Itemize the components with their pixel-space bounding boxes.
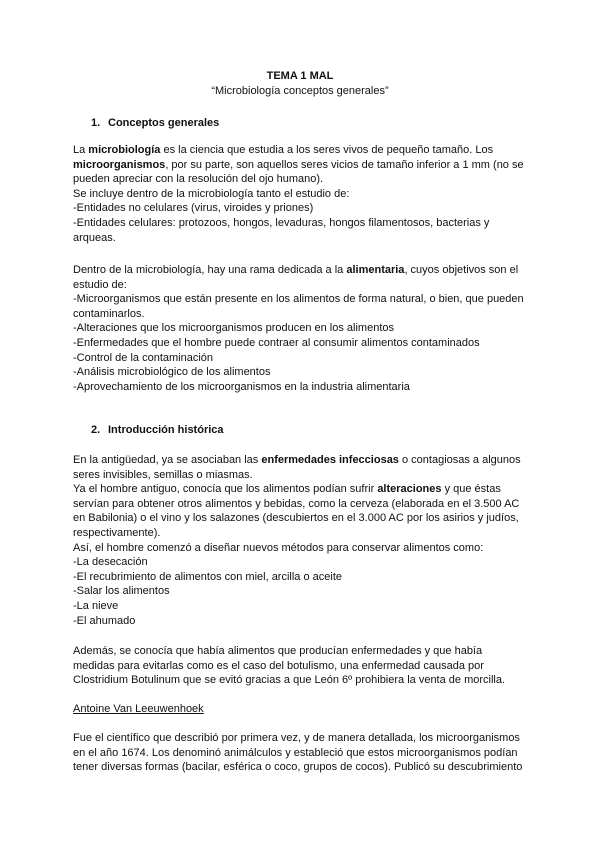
text-line: Además, se conocía que había alimentos que producían enfermedades y que había xyxy=(73,645,483,657)
list-item: -Control de la contaminación xyxy=(73,351,214,364)
bold-term: microorganismos xyxy=(73,158,166,171)
section-heading-2 xyxy=(91,424,224,436)
list-item: -La nieve xyxy=(73,599,119,612)
text-line: pueden apreciar con la resolución del ojo humano). xyxy=(73,173,324,186)
document-subtitle: “Microbiología conceptos generales” xyxy=(211,85,389,97)
list-item: -Alteraciones que los microorganismos producen en los alimentos xyxy=(73,322,394,335)
list-item: -Enfermedades que el hombre puede contraer al consumir alimentos contaminados xyxy=(73,336,480,349)
section-number: 1. xyxy=(91,117,101,129)
list-item: -Entidades no celulares (virus, viroides y priones) xyxy=(73,202,314,215)
list-item: -Aprovechamiento de los microorganismos en la industria alimentaria xyxy=(73,380,410,393)
text-line: tener diversas formas (bacilar, esférica o coco, grupos de cocos). Publicó su descubrimiento xyxy=(73,761,523,774)
text-line: respectivamente). xyxy=(73,526,161,539)
subheading-antoine-van-leeuwenhoek: Antoine Van Leeuwenhoek xyxy=(73,703,204,715)
paragraph xyxy=(73,263,533,394)
text-line: Fue el científico que describió por primera vez, y de manera detallada, los microorganismos xyxy=(73,732,520,744)
text-line: En la antigüedad, ya se asociaban las enfermedades infecciosas o contagiosas a algunos xyxy=(73,454,521,466)
subheading-block xyxy=(73,702,533,717)
document-title: TEMA 1 MAL xyxy=(266,70,334,82)
text-line: Ya el hombre antiguo, conocía que los alimentos podían sufrir alteraciones y que éstas xyxy=(73,483,501,496)
text-line: arqueas. xyxy=(73,231,116,244)
list-item: -Salar los alimentos xyxy=(73,585,170,598)
bold-term: microbiología xyxy=(88,144,161,156)
text-line: servían para obtener otros alimentos y bebidas, como la cerveza (elaborada en el 3.500 AC xyxy=(73,497,520,510)
text-line: seres invisibles, semillas o miasmas. xyxy=(73,468,253,481)
bold-term: enfermedades infecciosas xyxy=(261,454,399,466)
list-item: -Análisis microbiológico de los alimentos xyxy=(73,366,271,379)
section-title: Conceptos generales xyxy=(108,117,220,129)
text-line: estudio de: xyxy=(73,278,127,291)
text-line: microorganismos, por su parte, son aquellos seres vicios de tamaño inferior a 1 mm (no se xyxy=(73,158,524,171)
list-item: -Microorganismos que están presente en los alimentos de forma natural, o bien, que pueden xyxy=(73,293,524,306)
text-line: Dentro de la microbiología, hay una rama dedicada a la alimentaria, cuyos objetivos son el xyxy=(73,264,519,276)
text-line: contaminarlos. xyxy=(73,307,145,320)
list-item: -Entidades celulares: protozoos, hongos, levaduras, hongos filamentosos, bacterias y xyxy=(73,216,490,229)
paragraph xyxy=(73,143,533,245)
bold-term: alimentaria xyxy=(346,264,405,276)
section-number: 2. xyxy=(91,424,101,436)
paragraph xyxy=(73,644,533,688)
text-line: medidas para evitarlas como es el caso del botulismo, una enfermedad causada por xyxy=(73,659,484,672)
paragraph xyxy=(73,453,533,628)
text-line: La microbiología es la ciencia que estudia a los seres vivos de pequeño tamaño. Los xyxy=(73,144,494,156)
text-line: en Babilonia) o el vino y los salazones (descubiertos en el 3.000 AC por los asirios y judíos, xyxy=(73,512,519,525)
section-title: Introducción histórica xyxy=(108,424,224,436)
text-line: Así, el hombre comenzó a diseñar nuevos métodos para conservar alimentos como: xyxy=(73,541,484,554)
paragraph xyxy=(73,731,533,775)
list-item: -La desecación xyxy=(73,556,148,569)
bold-term: alteraciones xyxy=(377,483,442,496)
text-line: en el año 1674. Los denominó animálculos y estableció que estos microorganismos podían xyxy=(73,746,518,759)
text-line: Clostridium Botulinum que se evitó gracias a que León 6º prohibiera la venta de morcilla. xyxy=(73,674,506,687)
list-item: -El ahumado xyxy=(73,614,136,627)
text-line: Se incluye dentro de la microbiología tanto el estudio de: xyxy=(73,187,350,200)
list-item: -El recubrimiento de alimentos con miel, arcilla o aceite xyxy=(73,570,343,583)
section-heading-1 xyxy=(91,117,219,129)
